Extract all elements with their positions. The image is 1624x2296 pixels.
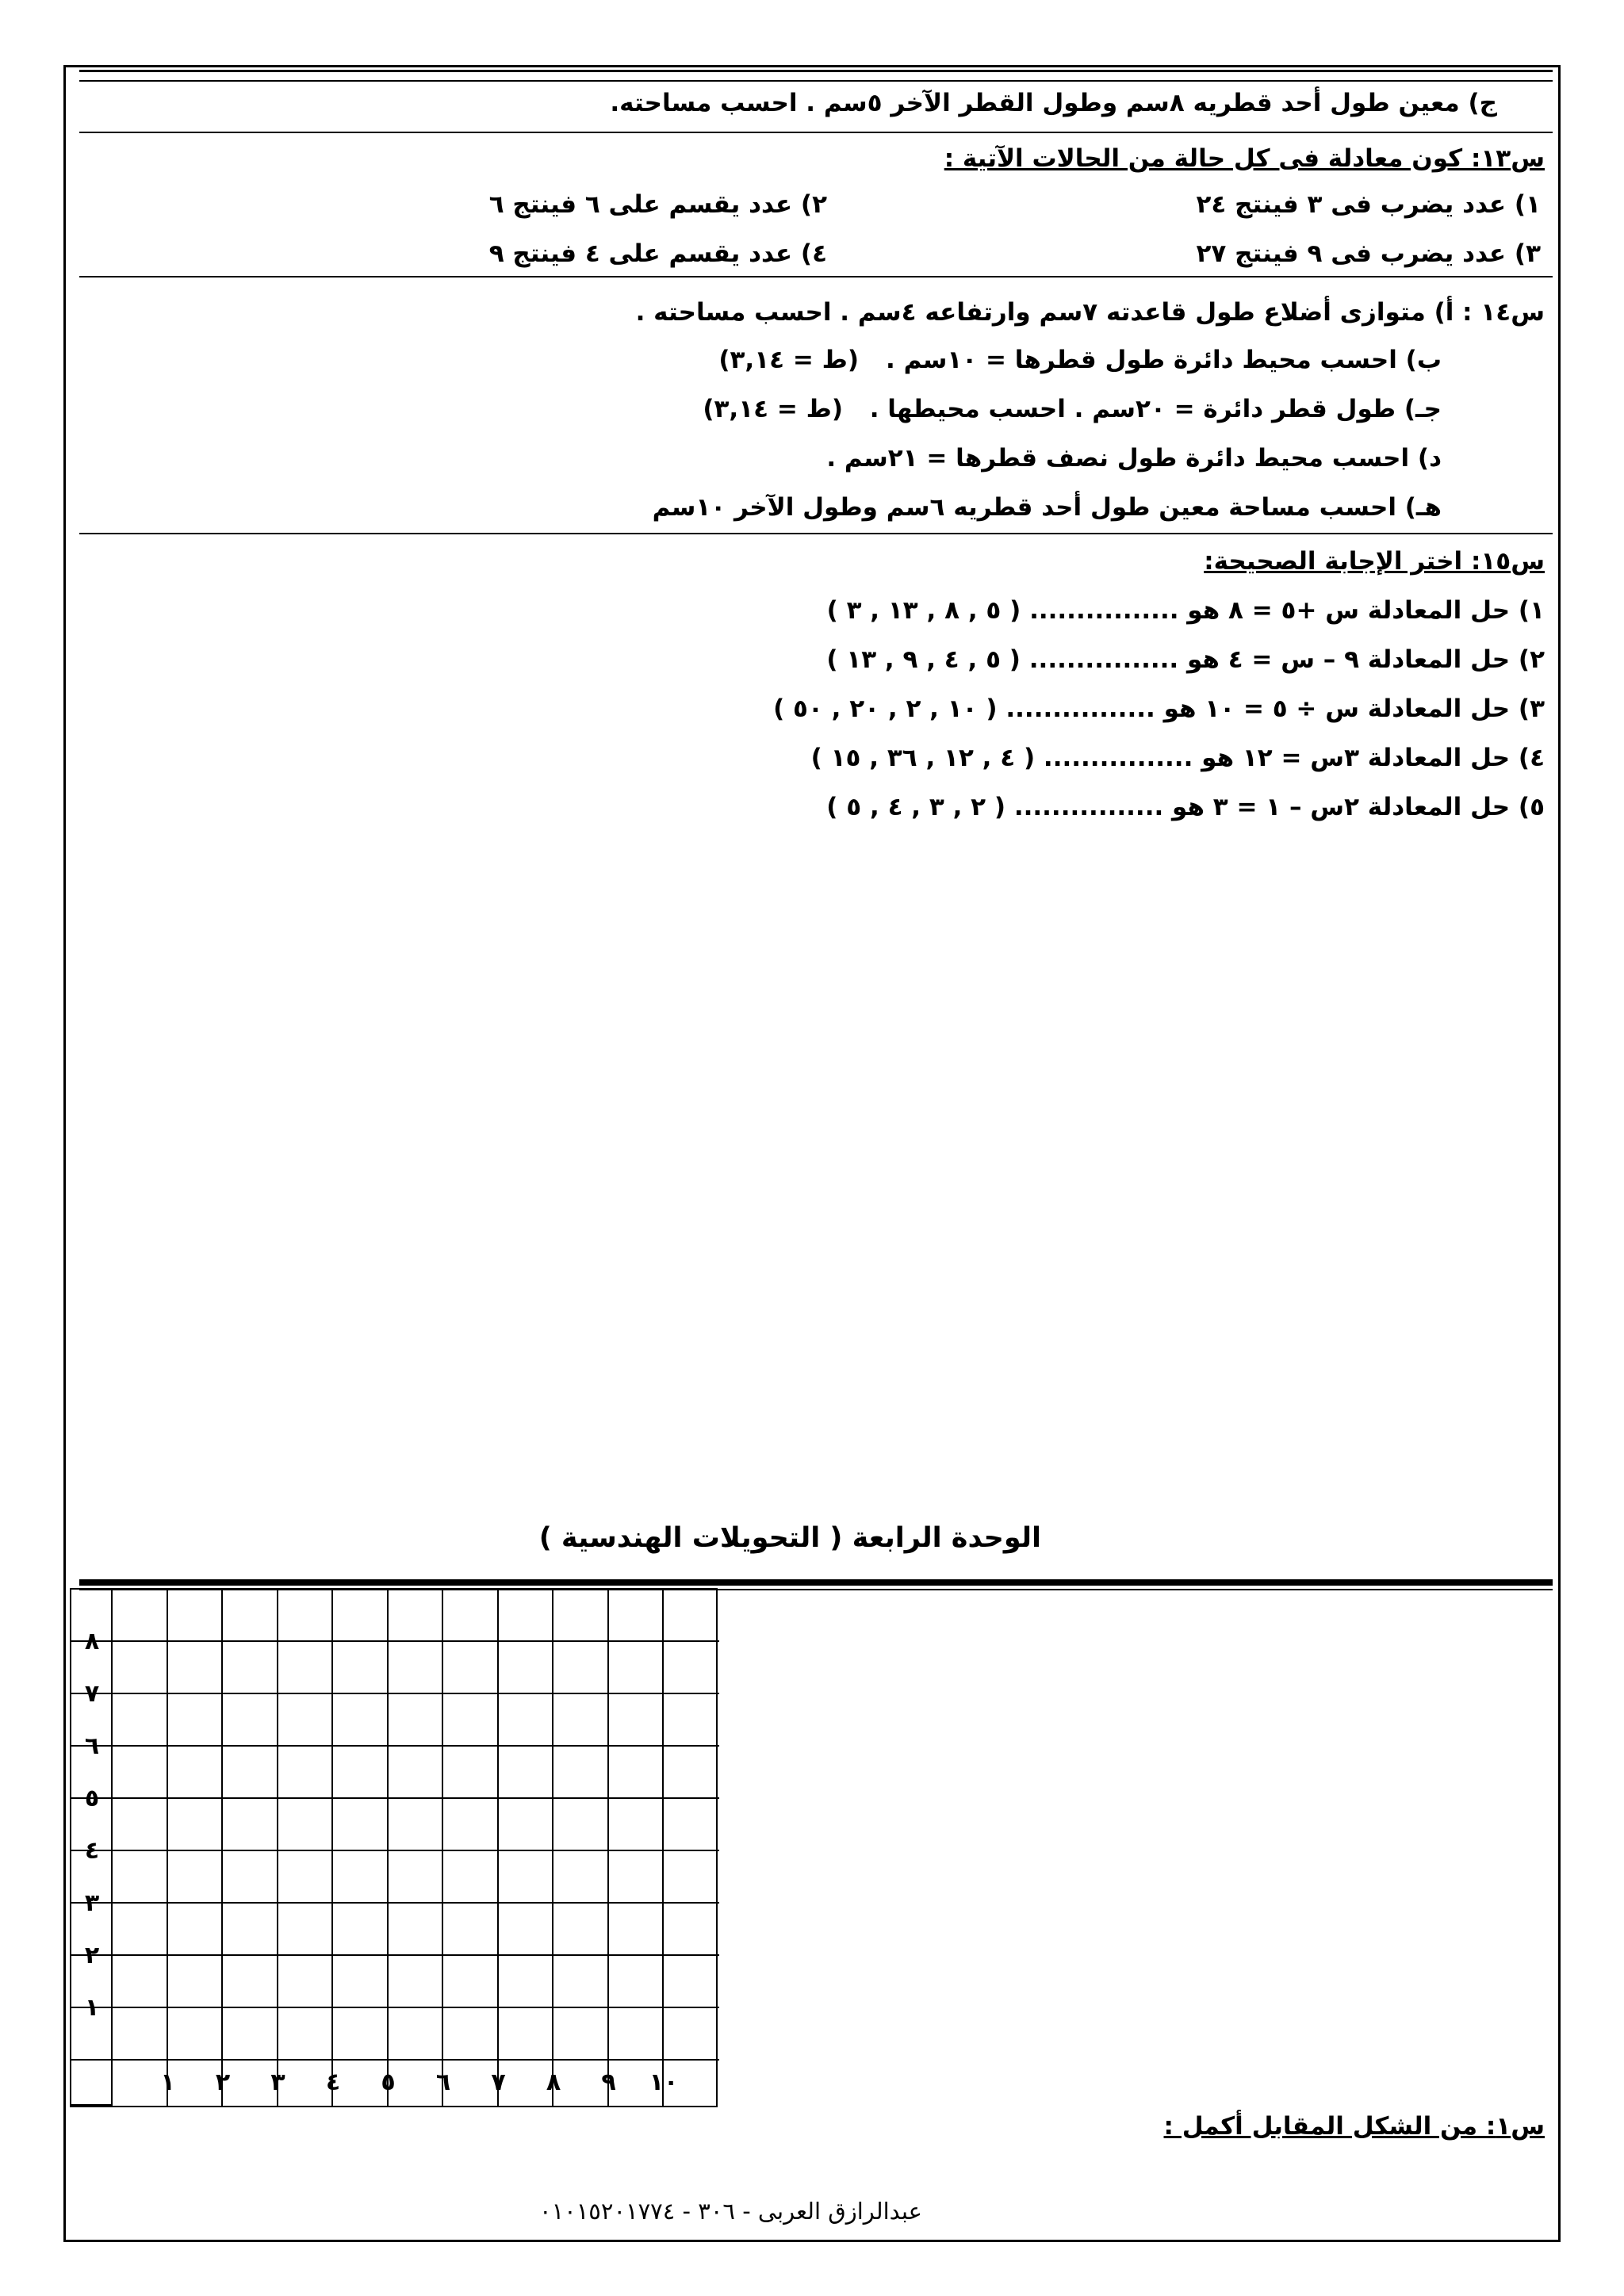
y-axis-label: ٢ — [84, 1942, 100, 1969]
q14-d: د) احسب محيط دائرة طول نصف قطرها = ٢١سم . — [826, 444, 1442, 473]
x-axis-label: ١ — [160, 2068, 175, 2096]
grid-cell — [664, 1590, 719, 1642]
grid-cell — [223, 2008, 278, 2061]
grid-cell — [223, 1851, 278, 1904]
q13-item-2: ٢) عدد يقسم على ٦ فينتج ٦ — [488, 190, 827, 219]
y-axis-label: ٤ — [84, 1837, 100, 1865]
q15-title: س١٥: اختر الإجابة الصحيحة: — [1204, 547, 1545, 576]
grid-cell — [664, 1851, 719, 1904]
grid-cell — [443, 1694, 499, 1747]
q14-c-note: (ط = ٣,١٤) — [703, 395, 843, 423]
grid-cell — [168, 1747, 224, 1799]
unit-title: الوحدة الرابعة ( التحويلات الهندسية ) — [538, 1522, 1041, 1554]
grid-cell — [333, 1851, 389, 1904]
grid-cell — [443, 1590, 499, 1642]
divider — [79, 276, 1553, 277]
grid-cell — [553, 1642, 609, 1694]
heavy-rule — [79, 1579, 1553, 1586]
grid-cell — [443, 1904, 499, 1956]
grid-cell — [443, 1747, 499, 1799]
y-axis-label: ٣ — [84, 1889, 100, 1917]
grid-cell — [333, 1799, 389, 1851]
y-axis-label: ٦ — [84, 1732, 100, 1760]
grid-cell — [553, 1799, 609, 1851]
grid-cell — [443, 1799, 499, 1851]
grid-cell — [168, 2008, 224, 2061]
grid-cell — [499, 1904, 554, 1956]
grid-cell — [389, 1956, 444, 2008]
grid-cell — [499, 1590, 554, 1642]
grid-cell — [553, 1851, 609, 1904]
grid-cell — [553, 2008, 609, 2061]
q12-c: ج) معين طول أحد قطريه ٨سم وطول القطر الآخر ٥سم . احسب مساحته. — [610, 89, 1497, 117]
x-axis-label: ٣ — [270, 2068, 285, 2096]
x-axis-label: ٦ — [435, 2068, 451, 2096]
grid-cell — [609, 1904, 665, 1956]
y-axis-label: ١ — [84, 1994, 100, 2022]
grid-cell — [499, 1642, 554, 1694]
q13-item-1: ١) عدد يضرب فى ٣ فينتج ٢٤ — [1196, 190, 1541, 219]
q14-c: جـ) طول قطر دائرة = ٢٠سم . احسب محيطها . — [869, 395, 1442, 423]
grid-cell — [333, 2008, 389, 2061]
grid-cell — [499, 1799, 554, 1851]
grid-cell — [389, 1694, 444, 1747]
grid-cell — [609, 2008, 665, 2061]
coordinate-grid — [70, 1588, 718, 2107]
grid-cell — [223, 1956, 278, 2008]
grid-cell — [609, 1694, 665, 1747]
grid-cell — [664, 1799, 719, 1851]
grid-cell — [443, 1851, 499, 1904]
grid-cell — [443, 2008, 499, 2061]
grid-cell — [168, 1799, 224, 1851]
grid-cell — [278, 1694, 334, 1747]
grid-cell — [278, 2008, 334, 2061]
grid-cell — [553, 1956, 609, 2008]
q15-item-2: ٢) حل المعادلة ٩ – س = ٤ هو ................ ( ٥ , ٤ , ٩ , ١٣ ) — [826, 645, 1545, 674]
grid-cell — [664, 2008, 719, 2061]
grid-cell — [333, 1747, 389, 1799]
grid-cell — [113, 1694, 168, 1747]
grid-cell — [168, 1590, 224, 1642]
q14-b-note: (ط = ٣,١٤) — [718, 346, 859, 374]
q1-title: س١: من الشكل المقابل أكمل : — [1163, 2112, 1545, 2141]
grid-cell — [389, 1590, 444, 1642]
grid-cell — [389, 1642, 444, 1694]
grid-cell — [664, 1747, 719, 1799]
grid-cell — [609, 1799, 665, 1851]
q15-item-5: ٥) حل المعادلة ٢س – ١ = ٣ هو ................ ( ٢ , ٣ , ٤ , ٥ ) — [826, 793, 1545, 821]
grid-cell — [223, 1590, 278, 1642]
grid-cell — [278, 1851, 334, 1904]
grid-cell — [278, 1956, 334, 2008]
grid-cell — [333, 1642, 389, 1694]
grid-cell — [609, 1956, 665, 2008]
grid-cell — [333, 1904, 389, 1956]
grid-cell — [223, 1904, 278, 1956]
grid-cell — [223, 1799, 278, 1851]
grid-cell — [278, 1747, 334, 1799]
y-axis-label: ٨ — [84, 1628, 100, 1655]
grid-cell — [609, 1590, 665, 1642]
grid-cell — [499, 1747, 554, 1799]
grid-cell — [553, 1904, 609, 1956]
grid-cell — [664, 1956, 719, 2008]
grid-cell — [223, 1694, 278, 1747]
grid-label-cell — [71, 2061, 113, 2106]
q13-item-4: ٤) عدد يقسم على ٤ فينتج ٩ — [488, 239, 827, 268]
grid-cell — [113, 1747, 168, 1799]
q15-item-4: ٤) حل المعادلة ٣س = ١٢ هو ................ ( ٤ , ١٢ , ٣٦ , ١٥ ) — [810, 744, 1545, 772]
x-axis-label: ٩ — [601, 2068, 616, 2096]
grid-cell — [168, 1642, 224, 1694]
x-axis-label: ٤ — [325, 2068, 341, 2096]
grid-cell — [499, 1956, 554, 2008]
grid-cell — [499, 1694, 554, 1747]
grid-cell — [333, 1694, 389, 1747]
q14-e: هـ) احسب مساحة معين طول أحد قطريه ٦سم وطول الآخر ١٠سم — [652, 493, 1442, 522]
grid-cell — [389, 1747, 444, 1799]
grid-cell — [278, 1904, 334, 1956]
grid-cell — [553, 1590, 609, 1642]
grid-cell — [168, 1956, 224, 2008]
grid-cell — [609, 1747, 665, 1799]
q14-b: ب) احسب محيط دائرة طول قطرها = ١٠سم . — [886, 346, 1442, 374]
grid-cell — [168, 1904, 224, 1956]
grid-cell — [113, 1851, 168, 1904]
grid-cell — [113, 1590, 168, 1642]
grid-cell — [609, 1851, 665, 1904]
grid-cell — [664, 1642, 719, 1694]
grid-cell — [389, 1904, 444, 1956]
q13-title: س١٣: كون معادلة فى كل حالة من الحالات الآتية : — [944, 144, 1545, 173]
grid-cell — [499, 2008, 554, 2061]
grid-cell — [389, 1851, 444, 1904]
grid-cell — [333, 1956, 389, 2008]
x-axis-label: ١٠ — [649, 2068, 679, 2096]
grid-cell — [113, 1799, 168, 1851]
footer: عبدالرازق العربى - ٣٠٦ - ٠١٠١٥٢٠١٧٧٤ — [539, 2198, 922, 2225]
grid-cell — [278, 1799, 334, 1851]
divider — [79, 132, 1553, 133]
grid-cell — [223, 1747, 278, 1799]
q15-item-1: ١) حل المعادلة س +٥ = ٨ هو ................ ( ٥ , ٨ , ١٣ , ٣ ) — [826, 596, 1545, 625]
grid-cell — [553, 1747, 609, 1799]
y-axis-label: ٧ — [84, 1680, 100, 1708]
grid-cell — [113, 1904, 168, 1956]
grid-cell — [553, 1694, 609, 1747]
divider — [79, 533, 1553, 534]
grid-cell — [664, 1694, 719, 1747]
x-axis-label: ٥ — [381, 2068, 396, 2096]
grid-cell — [278, 1642, 334, 1694]
x-axis-label: ٨ — [546, 2068, 561, 2096]
grid-cell — [168, 1694, 224, 1747]
grid-cell — [389, 1799, 444, 1851]
grid-cell — [113, 1956, 168, 2008]
grid-cell — [168, 1851, 224, 1904]
top-double-rule — [79, 70, 1553, 82]
grid-cell — [113, 1642, 168, 1694]
x-axis-label: ٧ — [491, 2068, 506, 2096]
y-axis-label: ٥ — [84, 1785, 100, 1812]
grid-cell — [223, 1642, 278, 1694]
grid-cell — [664, 1904, 719, 1956]
q15-item-3: ٣) حل المعادلة س ÷ ٥ = ١٠ هو ................ ( ١٠ , ٢ , ٢٠ , ٥٠ ) — [773, 695, 1545, 723]
q14-a: س١٤ : أ) متوازى أضلاع طول قاعدته ٧سم وارتفاعه ٤سم . احسب مساحته . — [635, 298, 1545, 327]
q13-item-3: ٣) عدد يضرب فى ٩ فينتج ٢٧ — [1196, 239, 1541, 268]
grid-cell — [609, 1642, 665, 1694]
grid-cell — [443, 1956, 499, 2008]
x-axis-label: ٢ — [215, 2068, 231, 2096]
grid-cell — [333, 1590, 389, 1642]
grid-cell — [389, 2008, 444, 2061]
grid-cell — [443, 1642, 499, 1694]
grid-cell — [278, 1590, 334, 1642]
grid-cell — [499, 1851, 554, 1904]
grid-cell — [113, 2008, 168, 2061]
